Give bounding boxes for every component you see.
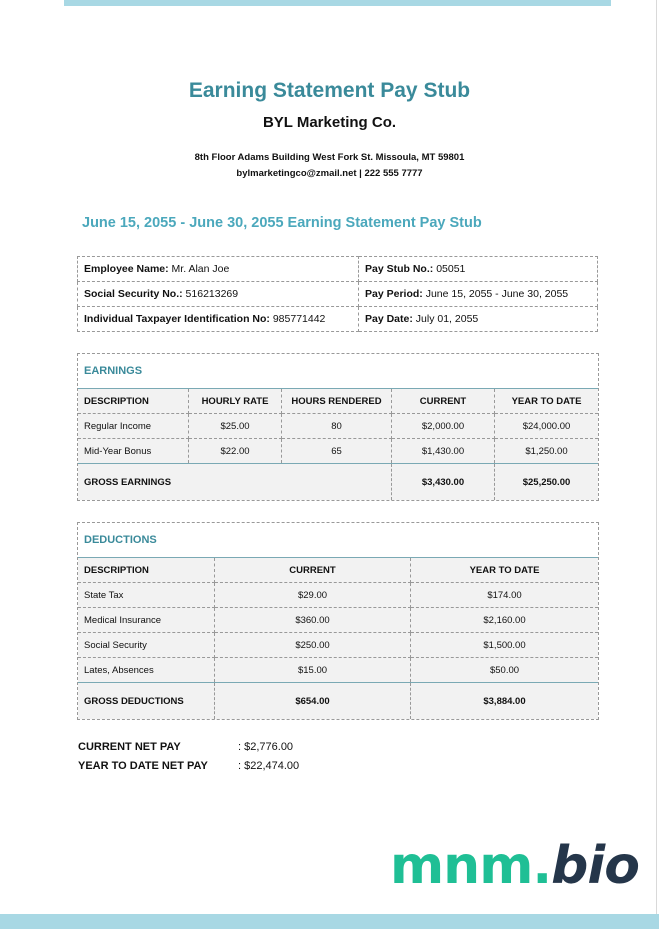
col-year-to-date: YEAR TO DATE	[495, 389, 599, 414]
col-current: CURRENT	[215, 558, 411, 583]
itin-label: Individual Taxpayer Identification No:	[84, 313, 270, 325]
ssn-value: 516213269	[185, 288, 239, 300]
current-net-pay	[78, 741, 293, 753]
col-description: DESCRIPTION	[78, 558, 215, 583]
earnings-section	[77, 353, 599, 501]
row-current: $360.00	[215, 608, 411, 633]
gross-earnings-ytd: $25,250.00	[495, 464, 599, 501]
watermark-logo	[390, 836, 639, 896]
col-hours-rendered: HOURS RENDERED	[282, 389, 392, 414]
bottom-accent-bar	[0, 914, 659, 929]
ssn-label: Social Security No.:	[84, 288, 183, 300]
pay-period-cell	[359, 282, 598, 307]
row-current: $1,430.00	[392, 439, 495, 464]
col-year-to-date: YEAR TO DATE	[411, 558, 599, 583]
table-row	[78, 439, 598, 464]
employee-name-label: Employee Name:	[84, 263, 169, 275]
row-hourly-rate: $22.00	[189, 439, 282, 464]
earnings-table	[78, 389, 598, 500]
pay-date-cell	[359, 307, 598, 332]
col-hourly-rate: HOURLY RATE	[189, 389, 282, 414]
row-ytd: $1,500.00	[411, 633, 599, 658]
pay-stub-no-cell	[359, 257, 598, 282]
ssn-cell	[78, 282, 359, 307]
pay-period-value: June 15, 2055 - June 30, 2055	[425, 288, 569, 300]
row-current: $250.00	[215, 633, 411, 658]
pay-stub-no-value: 05051	[436, 263, 466, 275]
ytd-net-pay	[78, 760, 299, 772]
gross-deductions-label: GROSS DEDUCTIONS	[78, 683, 215, 720]
gross-deductions-current: $654.00	[215, 683, 411, 720]
row-current: $29.00	[215, 583, 411, 608]
gross-earnings-label: GROSS EARNINGS	[78, 464, 392, 501]
row-hours: 65	[282, 439, 392, 464]
current-net-pay-label: CURRENT NET PAY	[78, 741, 181, 753]
row-description: Medical Insurance	[78, 608, 215, 633]
table-row	[78, 608, 598, 633]
company-address: 8th Floor Adams Building West Fork St. Missoula, MT 59801	[194, 152, 465, 163]
table-row	[78, 414, 598, 439]
ytd-net-pay-label: YEAR TO DATE NET PAY	[78, 760, 208, 772]
logo-part-mnm: mnm.	[390, 836, 552, 896]
pay-stub-no-label: Pay Stub No.:	[365, 263, 434, 275]
row-description: Mid-Year Bonus	[78, 439, 189, 464]
period-title: June 15, 2055 - June 30, 2055 Earning Statement Pay Stub	[82, 215, 482, 231]
row-hours: 80	[282, 414, 392, 439]
deductions-section	[77, 522, 599, 720]
gross-deductions-row	[78, 683, 598, 720]
logo-part-bio: bio	[551, 836, 639, 896]
ytd-net-pay-value: : $22,474.00	[238, 760, 300, 772]
row-ytd: $24,000.00	[495, 414, 599, 439]
company-contact: bylmarketingco@zmail.net | 222 555 7777	[236, 168, 423, 179]
deductions-table	[78, 558, 598, 719]
gross-earnings-row	[78, 464, 598, 501]
earnings-header-row	[78, 389, 598, 414]
gross-earnings-current: $3,430.00	[392, 464, 495, 501]
current-net-pay-value: : $2,776.00	[238, 741, 294, 753]
employee-info-table	[77, 256, 598, 332]
row-description: State Tax	[78, 583, 215, 608]
table-row	[78, 658, 598, 683]
deductions-title: DEDUCTIONS	[78, 523, 598, 558]
pay-date-value: July 01, 2055	[415, 313, 479, 325]
earnings-title: EARNINGS	[78, 354, 598, 389]
gross-deductions-ytd: $3,884.00	[411, 683, 599, 720]
row-hourly-rate: $25.00	[189, 414, 282, 439]
company-name: BYL Marketing Co.	[262, 114, 397, 131]
row-description: Regular Income	[78, 414, 189, 439]
itin-cell	[78, 307, 359, 332]
pay-date-label: Pay Date:	[365, 313, 413, 325]
row-ytd: $174.00	[411, 583, 599, 608]
row-current: $2,000.00	[392, 414, 495, 439]
row-description: Social Security	[78, 633, 215, 658]
itin-value: 985771442	[272, 313, 326, 325]
row-ytd: $1,250.00	[495, 439, 599, 464]
employee-name-cell	[78, 257, 359, 282]
table-row	[78, 633, 598, 658]
row-ytd: $50.00	[411, 658, 599, 683]
employee-name-value: Mr. Alan Joe	[171, 263, 230, 275]
col-description: DESCRIPTION	[78, 389, 189, 414]
page-edge	[656, 0, 657, 929]
row-current: $15.00	[215, 658, 411, 683]
pay-period-label: Pay Period:	[365, 288, 423, 300]
row-ytd: $2,160.00	[411, 608, 599, 633]
document-title: Earning Statement Pay Stub	[188, 79, 471, 102]
table-row	[78, 583, 598, 608]
col-current: CURRENT	[392, 389, 495, 414]
deductions-header-row	[78, 558, 598, 583]
top-accent-bar	[64, 0, 611, 6]
row-description: Lates, Absences	[78, 658, 215, 683]
